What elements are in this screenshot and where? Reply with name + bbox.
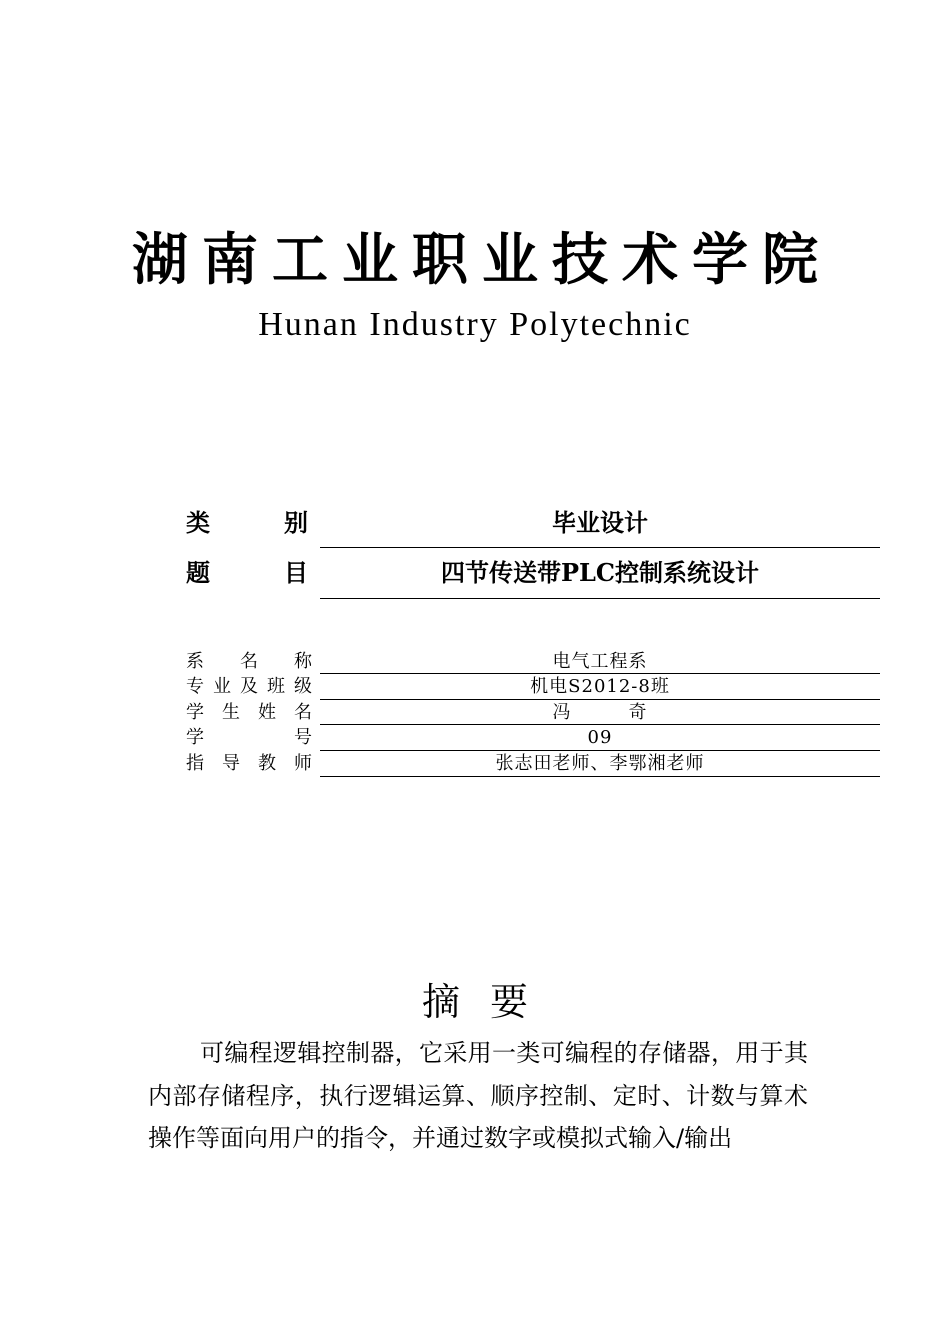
advisor-label-char: 指	[186, 753, 204, 774]
major-class-value: 机电S2012-8班	[530, 676, 670, 697]
student-number-label	[186, 725, 312, 750]
school-name-english: Hunan Industry Polytechnic	[258, 306, 692, 343]
student-name-label-char: 姓	[258, 702, 276, 723]
department-label-char: 名	[240, 651, 258, 672]
student-name-label	[186, 700, 312, 725]
category-label-char: 类	[186, 508, 210, 537]
advisor-label	[186, 751, 312, 776]
abstract-body: 可编程逻辑控制器，它采用一类可编程的存储器，用于其内部存储程序，执行逻辑运算、顺序控制、定时、计数与算术操作等面向用户的指令，并通过数字或模拟式输入/输出	[148, 1039, 808, 1152]
school-name-chinese: 湖南工业职业技术学院	[132, 227, 832, 293]
department-value: 电气工程系	[552, 651, 648, 672]
department-label-char: 称	[294, 651, 312, 672]
topic-value: 四节传送带PLC控制系统设计	[440, 558, 760, 587]
advisor-underline	[320, 776, 880, 777]
department-label	[186, 649, 312, 674]
student-name-label-char: 生	[222, 702, 240, 723]
major-class-label-char: 班	[267, 676, 285, 697]
student-name-label-char: 学	[186, 702, 204, 723]
category-value: 毕业设计	[552, 508, 648, 537]
student-number-value: 09	[587, 727, 613, 748]
major-class-label-char: 专	[186, 676, 204, 697]
department-label-char: 系	[186, 651, 204, 672]
category-underline	[320, 547, 880, 548]
student-name-value: 冯 奇	[552, 702, 648, 723]
major-class-label-char: 级	[294, 676, 312, 697]
topic-label-char: 题	[186, 558, 210, 587]
category-label	[186, 506, 308, 540]
topic-label-char: 目	[284, 558, 308, 587]
abstract-title: 摘要	[421, 980, 558, 1024]
student-name-label-char: 名	[294, 702, 312, 723]
advisor-label-char: 导	[222, 753, 240, 774]
major-class-label-char: 业	[213, 676, 231, 697]
topic-underline	[320, 598, 880, 599]
topic-label	[186, 556, 308, 590]
advisor-value: 张志田老师、李鄂湘老师	[495, 753, 705, 774]
student-number-label-char: 学	[186, 727, 204, 748]
advisor-label-char: 师	[294, 753, 312, 774]
major-class-label-char: 及	[240, 676, 258, 697]
advisor-label-char: 教	[258, 753, 276, 774]
student-number-label-char: 号	[294, 727, 312, 748]
major-class-label	[186, 674, 312, 699]
category-label-char: 别	[284, 508, 308, 537]
